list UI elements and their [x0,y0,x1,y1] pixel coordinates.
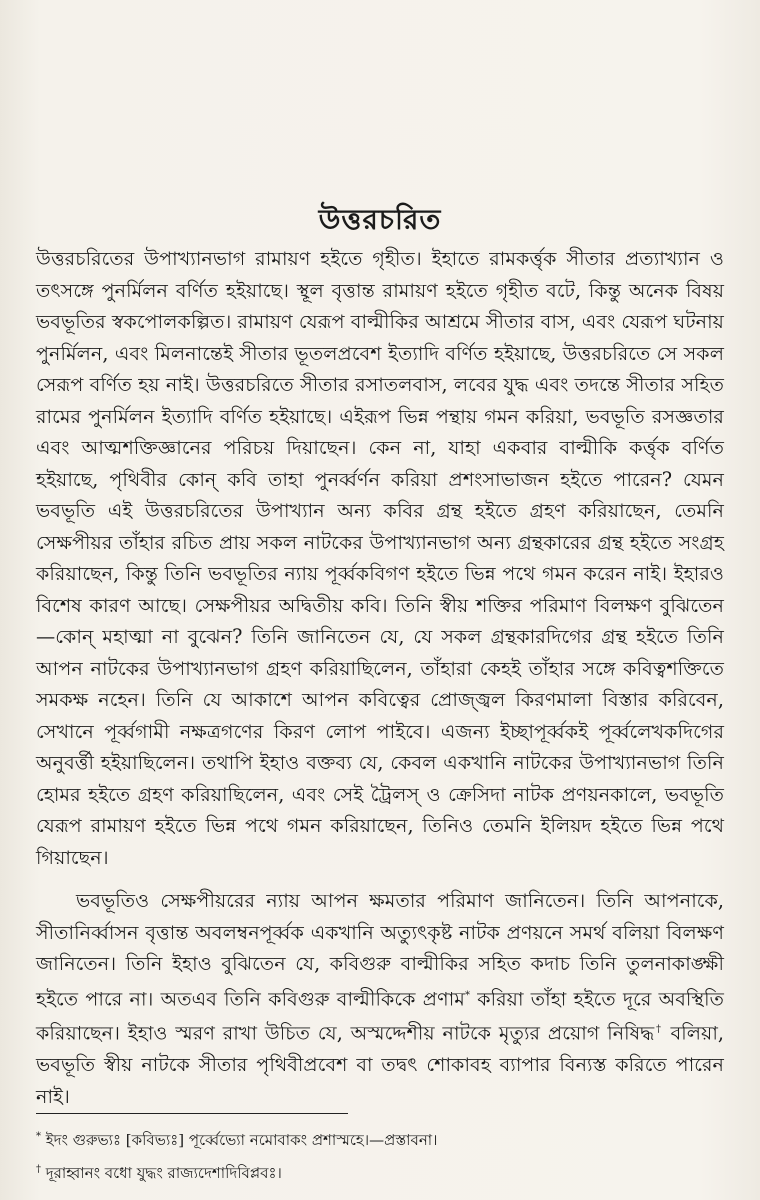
paragraph-2 [36,885,724,1112]
footnote-text: ইদং গুরুভ্যঃ [কবিভ্যঃ] পূর্ব্বেভ্যো নমোবাকং প্রশাস্মহে।—প্রস্তাবনা। [45,1131,438,1149]
chapter-title: উত্তরচরিত [318,203,442,236]
footnote-mark: † [36,1164,41,1175]
paragraph-2-part-1: ভবভূতিও সেক্ষপীয়রের ন্যায় আপন ক্ষমতার পরিমাণ জানিতেন। তিনি আপনাকে, সীতানির্ব্বাসন বৃত্তান্ত অবলম্বনপূর্ব্বক একখানি অত্যুৎকৃষ্ট নাটক প্রণয়নে সমর্থ বলিয়া বিলক্ষণ জানিতেন। তিনি ইহাও বুঝিতেন যে, কবিগুরু বাল্মীকির সহিত কদাচ তিনি তুলনাকাঙ্ক্ষী হইতে পারে না। অতএব তিনি কবিগুরু বাল্মীকিকে প্রণাম [36,889,724,1010]
paragraph-2-part-2: করিয়া তাঁহা হইতে দূরে অবস্থিতি করিয়াছেন। ইহাও স্মরণ রাখা উচিত যে, অস্মদ্দেশীয় নাটকে মৃত্যুর প্রয়োগ নিষিদ্ধ [36,986,724,1045]
footnote-divider [36,1113,348,1114]
footnote-ref-1: * [464,989,470,1001]
footnote-mark: * [36,1131,41,1142]
footnote-text: দূরাহ্বানং বধো যুদ্ধং রাজ্যদেশাদিবিপ্লবঃ। [45,1164,282,1182]
footnote-2 [36,1155,726,1188]
paragraph-2-part-3: বলিয়া, ভবভূতি স্বীয় নাটকে সীতার পৃথিবীপ্রবেশ বা তদ্বৎ শোকাবহ ব্যাপার বিন্যস্ত করিতে পারেন নাই। [36,1021,725,1108]
footnote-1 [36,1122,726,1155]
paragraph-1: উত্তরচরিতের উপাখ্যানভাগ রামায়ণ হইতে গৃহীত। ইহাতে রামকর্ত্তৃক সীতার প্রত্যাখ্যান ও তৎসঙ্গে পুনর্মিলন বর্ণিত হইয়াছে। স্থূল বৃত্তান্ত রামায়ণ হইতে গৃহীত বটে, কিন্তু অনেক বিষয় ভবভূতির স্বকপোলকল্পিত। রামায়ণ যেরূপ বাল্মীকির আশ্রমে সীতার বাস, এবং যেরূপ ঘটনায় পুনর্মিলন, এবং মিলনান্তেই সীতার ভূতলপ্রবেশ ইত্যাদি বর্ণিত হইয়াছে, উত্তরচরিতে সে সকল সেরূপ বর্ণিত হয় নাই। উত্তরচরিতে সীতার রসাতলবাস, লবের যুদ্ধ এবং তদন্তে সীতার সহিত রামের পুনর্মিলন ইত্যাদি বর্ণিত হইয়াছে। এইরূপ ভিন্ন পন্থায় গমন করিয়া, ভবভূতি রসজ্ঞতার এবং আত্মশক্তিজ্ঞানের পরিচয় দিয়াছেন। কেন না, যাহা একবার বাল্মীকি কর্ত্তৃক বর্ণিত হইয়াছে, পৃথিবীর কোন্ কবি তাহা পুনর্ব্বর্ণন করিয়া প্রশংসাভাজন হইতে পারেন? যেমন ভবভূতি এই উত্তরচরিতের উপাখ্যান অন্য কবির গ্রন্থ হইতে গ্রহণ করিয়াছেন, তেমনি সেক্ষপীয়র তাঁহার রচিত প্রায় সকল নাটকের উপাখ্যানভাগ অন্য গ্রন্থকারের গ্রন্থ হইতে সংগ্রহ করিয়াছেন, কিন্তু তিনি ভবভূতির ন্যায় পূর্ব্বকবিগণ হইতে ভিন্ন পথে গমন করেন নাই। ইহারও বিশেষ কারণ আছে। সেক্ষপীয়র অদ্বিতীয় কবি। তিনি স্বীয় শক্তির পরিমাণ বিলক্ষণ বুঝিতেন—কোন্ মহাত্মা না বুঝেন? তিনি জানিতেন যে, যে সকল গ্রন্থকারদিগের গ্রন্থ হইতে তিনি আপন নাটকের উপাখ্যানভাগ গ্রহণ করিয়াছিলেন, তাঁহারা কেহই তাঁহার সঙ্গে কবিত্বশক্তিতে সমকক্ষ নহেন। তিনি যে আকাশে আপন কবিত্বের প্রোজ্জ্বল কিরণমালা বিস্তার করিবেন, সেখানে পূর্ব্বগামী নক্ষত্রগণের কিরণ লোপ পাইবে। এজন্য ইচ্ছাপূর্ব্বকই পূর্ব্বলেখকদিগের অনুবর্ত্তী হইয়াছিলেন। তথাপি ইহাও বক্তব্য যে, কেবল একখানি নাটকের উপাখ্যানভাগ তিনি হোমর হইতে গ্রহণ করিয়াছিলেন, এবং সেই ট্রৈলস্ ও ক্রেসিদা নাটক প্রণয়নকালে, ভবভূতি যেরূপ রামায়ণ হইতে ভিন্ন পথে গমন করিয়াছেন, তিনিও তেমনি ইলিয়দ হইতে ভিন্ন পথে গিয়াছেন। [36,247,724,869]
body-text [36,243,724,1112]
footnotes [36,1122,726,1188]
footnote-ref-2: † [654,1024,663,1036]
